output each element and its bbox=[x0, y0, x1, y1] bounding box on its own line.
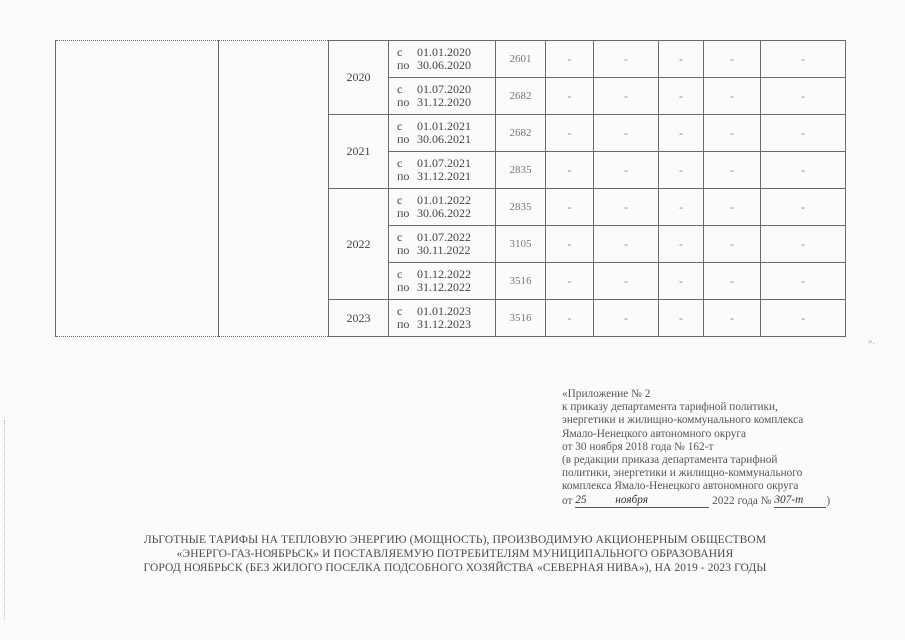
period-from: 01.07.2021 bbox=[417, 156, 471, 170]
year-cell: 2020 bbox=[329, 41, 389, 115]
blank-col-1 bbox=[56, 41, 219, 337]
year-cell: 2022 bbox=[329, 189, 389, 300]
tariff-value-cell: 2601 bbox=[496, 41, 546, 78]
period-from: 01.01.2023 bbox=[417, 304, 471, 318]
dash-cell: - bbox=[761, 189, 846, 226]
dash-cell: - bbox=[546, 189, 594, 226]
appendix-line: Ямало-Ненецкого автономного округа bbox=[562, 427, 747, 440]
year-cell: 2023 bbox=[329, 300, 389, 337]
period-cell bbox=[389, 41, 496, 78]
to-prefix: по bbox=[397, 95, 410, 109]
appendix-line: «Приложение № 2 bbox=[562, 388, 651, 400]
dash-cell: - bbox=[594, 152, 659, 189]
dash-cell: - bbox=[659, 189, 704, 226]
dash-cell: - bbox=[594, 41, 659, 78]
dash-cell: - bbox=[594, 115, 659, 152]
period-from: 01.01.2020 bbox=[417, 45, 471, 59]
appendix-line: комплекса Ямало-Ненецкого автономного округа bbox=[562, 480, 799, 493]
dash-cell: - bbox=[594, 263, 659, 300]
to-prefix: по bbox=[397, 169, 410, 183]
dash-cell: - bbox=[546, 152, 594, 189]
period-to: 31.12.2020 bbox=[417, 95, 471, 109]
dash-cell: - bbox=[594, 226, 659, 263]
dash-cell: - bbox=[761, 152, 846, 189]
dash-cell: - bbox=[761, 78, 846, 115]
appendix-line: (в редакции приказа департамента тарифной bbox=[562, 454, 778, 467]
dash-cell: - bbox=[659, 152, 704, 189]
period-from: 01.01.2022 bbox=[417, 193, 471, 207]
dash-cell: - bbox=[761, 115, 846, 152]
to-prefix: по bbox=[397, 280, 410, 294]
period-cell bbox=[389, 152, 496, 189]
dash-cell: - bbox=[546, 115, 594, 152]
to-prefix: по bbox=[397, 206, 410, 220]
dash-cell: - bbox=[761, 300, 846, 337]
period-to: 30.11.2022 bbox=[417, 243, 471, 257]
tariff-value-cell: 3516 bbox=[496, 300, 546, 337]
dash-cell: - bbox=[704, 152, 761, 189]
document-title bbox=[60, 533, 850, 575]
tariff-value-cell: 3105 bbox=[496, 226, 546, 263]
from-prefix: с bbox=[397, 119, 403, 133]
period-cell bbox=[389, 300, 496, 337]
appendix-line: политики, энергетики и жилищно-коммунального bbox=[562, 467, 803, 480]
handwritten-day: 25 bbox=[575, 494, 615, 508]
dash-cell: - bbox=[761, 263, 846, 300]
period-to: 31.12.2021 bbox=[417, 169, 471, 183]
to-prefix: по bbox=[397, 132, 410, 146]
appendix-date-line bbox=[562, 494, 862, 508]
tariff-value-cell: 2682 bbox=[496, 115, 546, 152]
dash-cell: - bbox=[704, 78, 761, 115]
dash-cell: - bbox=[659, 226, 704, 263]
title-line: ЛЬГОТНЫЕ ТАРИФЫ НА ТЕПЛОВУЮ ЭНЕРГИЮ (МОЩНОСТЬ), ПРОИЗВОДИМУЮ АКЦИОНЕРНЫМ ОБЩЕСТВОМ bbox=[143, 534, 767, 546]
page-edge-mark bbox=[4, 420, 6, 620]
period-cell bbox=[389, 226, 496, 263]
handwritten-month: ноября bbox=[615, 494, 709, 508]
tariff-table bbox=[55, 40, 846, 337]
period-to: 30.06.2021 bbox=[417, 132, 471, 146]
from-prefix: с bbox=[397, 193, 403, 207]
dash-cell: - bbox=[761, 226, 846, 263]
date-middle: 2022 года № bbox=[712, 494, 772, 507]
appendix-header bbox=[562, 388, 862, 508]
title-line: ГОРОД НОЯБРЬСК (БЕЗ ЖИЛОГО ПОСЕЛКА ПОДСОБНОГО ХОЗЯЙСТВА «СЕВЕРНАЯ НИВА»), НА 2019 - 2023 ГОДЫ bbox=[143, 562, 767, 574]
dash-cell: - bbox=[546, 78, 594, 115]
date-suffix: ) bbox=[826, 494, 831, 507]
appendix-line: к приказу департамента тарифной политики, bbox=[562, 401, 778, 414]
title-line: «ЭНЕРГО-ГАЗ-НОЯБРЬСК» И ПОСТАВЛЯЕМУЮ ПОТРЕБИТЕЛЯМ МУНИЦИПАЛЬНОГО ОБРАЗОВАНИЯ bbox=[176, 548, 734, 560]
from-prefix: с bbox=[397, 304, 403, 318]
tariff-value-cell: 2682 bbox=[496, 78, 546, 115]
dash-cell: - bbox=[546, 41, 594, 78]
dash-cell: - bbox=[546, 300, 594, 337]
dash-cell: - bbox=[594, 189, 659, 226]
dash-cell: - bbox=[546, 263, 594, 300]
period-to: 30.06.2022 bbox=[417, 206, 471, 220]
period-cell bbox=[389, 263, 496, 300]
dash-cell: - bbox=[594, 78, 659, 115]
dash-cell: - bbox=[659, 300, 704, 337]
dash-cell: - bbox=[659, 41, 704, 78]
year-cell: 2021 bbox=[329, 115, 389, 189]
tariff-value-cell: 2835 bbox=[496, 189, 546, 226]
to-prefix: по bbox=[397, 58, 410, 72]
tariff-table-body bbox=[56, 41, 846, 337]
from-prefix: с bbox=[397, 230, 403, 244]
period-to: 31.12.2022 bbox=[417, 280, 471, 294]
date-prefix: от bbox=[562, 494, 573, 507]
dash-cell: - bbox=[704, 263, 761, 300]
handwritten-order-number: 307-т bbox=[774, 494, 826, 508]
period-from: 01.01.2021 bbox=[417, 119, 471, 133]
period-from: 01.07.2020 bbox=[417, 82, 471, 96]
closing-quote-mark: ». bbox=[868, 336, 875, 346]
period-cell bbox=[389, 115, 496, 152]
dash-cell: - bbox=[659, 115, 704, 152]
to-prefix: по bbox=[397, 317, 410, 331]
dash-cell: - bbox=[659, 78, 704, 115]
table-row bbox=[56, 41, 846, 78]
period-cell bbox=[389, 189, 496, 226]
from-prefix: с bbox=[397, 82, 403, 96]
dash-cell: - bbox=[594, 300, 659, 337]
period-to: 31.12.2023 bbox=[417, 317, 471, 331]
dash-cell: - bbox=[704, 189, 761, 226]
from-prefix: с bbox=[397, 267, 403, 281]
dash-cell: - bbox=[704, 115, 761, 152]
period-to: 30.06.2020 bbox=[417, 58, 471, 72]
period-cell bbox=[389, 78, 496, 115]
appendix-line: от 30 ноября 2018 года № 162-т bbox=[562, 440, 714, 453]
to-prefix: по bbox=[397, 243, 410, 257]
tariff-value-cell: 3516 bbox=[496, 263, 546, 300]
dash-cell: - bbox=[659, 263, 704, 300]
dash-cell: - bbox=[546, 226, 594, 263]
tariff-value-cell: 2835 bbox=[496, 152, 546, 189]
dash-cell: - bbox=[704, 226, 761, 263]
period-from: 01.07.2022 bbox=[417, 230, 471, 244]
from-prefix: с bbox=[397, 45, 403, 59]
blank-col-2 bbox=[219, 41, 329, 337]
appendix-line: энергетики и жилищно-коммунального комплекса bbox=[562, 414, 804, 427]
from-prefix: с bbox=[397, 156, 403, 170]
dash-cell: - bbox=[704, 300, 761, 337]
period-from: 01.12.2022 bbox=[417, 267, 471, 281]
dash-cell: - bbox=[704, 41, 761, 78]
dash-cell: - bbox=[761, 41, 846, 78]
